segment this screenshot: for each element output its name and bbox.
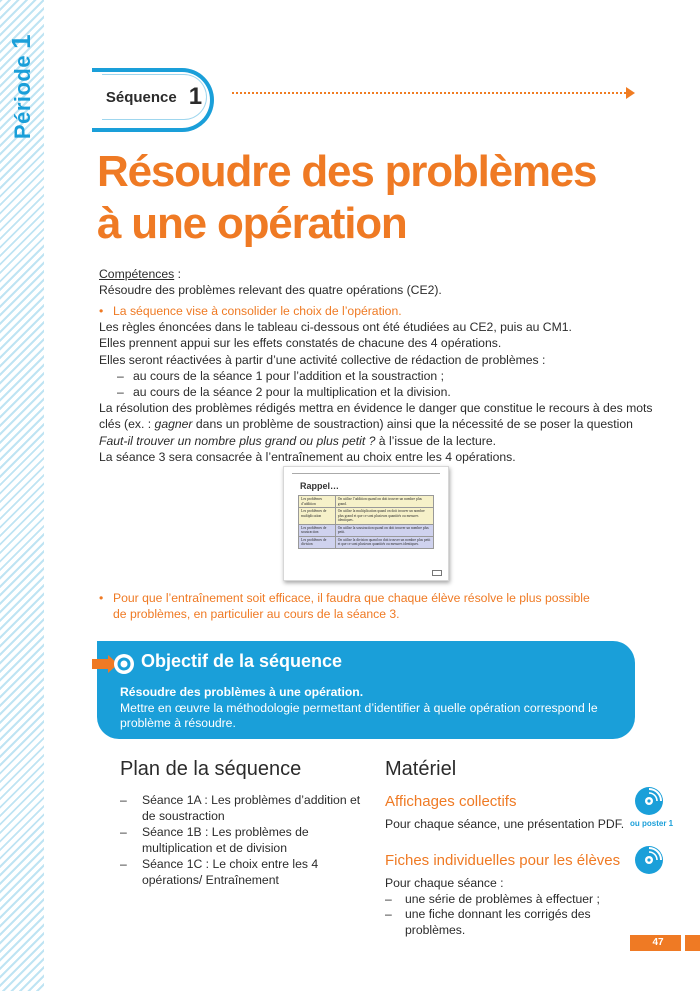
dotted-rule — [232, 92, 630, 94]
list-item: – Séance 1C : Le choix entre les 4 opérations/ Entraînement — [120, 857, 319, 887]
bullet-sequence-aim: • La séquence vise à consolider le choix de l’opération. — [99, 304, 402, 318]
competences-text: Résoudre des problèmes relevant des quatre opérations (CE2). — [99, 283, 442, 298]
poster-label: ou poster 1 — [630, 819, 674, 828]
rappel-title: Rappel… — [300, 481, 340, 491]
sequence-number: 1 — [188, 83, 203, 110]
page-title-line2: à une opération — [97, 199, 407, 248]
competences-block: Compétences : Résoudre des problèmes relevant des quatre opérations (CE2). — [99, 266, 659, 298]
periode-label — [4, 33, 40, 139]
materiel-heading: Matériel — [385, 758, 457, 780]
objective-text: Résoudre des problèmes à une opération. Mettre en œuvre la méthodologie permettant d’identifier à quelle opération correspond le problème à résoudre. — [120, 685, 598, 730]
table-row: Les problèmes de division On utilise la division quand on doit trouver un nombre plus petit et que ce sont plusieurs quantités ou mesures identiques. — [299, 536, 434, 548]
affichages-heading: Affichages collectifs — [385, 793, 517, 810]
arrow-right-icon — [626, 87, 635, 99]
intro-line: Les règles énoncées dans le tableau ci-dessous ont été étudiées au CE2, puis au CM1. — [99, 320, 572, 335]
list-item: – au cours de la séance 1 pour l’addition et la soustraction ; — [117, 368, 444, 383]
objective-title: Objectif de la séquence — [141, 651, 343, 671]
list-item: – une série de problèmes à effectuer ; — [385, 891, 600, 906]
intro-paragraph-3: La séance 3 sera consacrée à l’entraînement au choix entre les 4 opérations. — [99, 449, 516, 464]
list-item: – Séance 1A : Les problèmes d’addition et de soustraction — [120, 793, 361, 823]
intro-block — [99, 303, 659, 465]
table-row: Les problèmes d’addition On utilise l’addition quand on doit trouver un nombre plus grand. — [299, 496, 434, 508]
periode-number: 1 — [6, 33, 37, 49]
target-arrow-icon — [92, 652, 136, 676]
table-row: Les problèmes de multiplication On utilise la multiplication quand on doit trouver un nombre plus grand et que ce sont plusieurs quantités ou mesures identiques. — [299, 508, 434, 525]
competences-label: Compétences — [99, 267, 175, 281]
disc-icon — [634, 845, 664, 875]
list-item: – Séance 1B : Les problèmes de multiplication et de division — [120, 825, 309, 855]
page-title-line1: Résoudre des problèmes — [97, 147, 597, 196]
plan-heading: Plan de la séquence — [120, 758, 302, 780]
page-number: 47 — [652, 937, 664, 948]
bullet-training: • Pour que l’entraînement soit efficace, il faudra que chaque élève résolve le plus possible de problèmes, en particulier au cours de la séance 3. — [99, 591, 590, 622]
fiches-heading: Fiches individuelles pour les élèves — [385, 852, 621, 869]
sequence-label: Séquence — [105, 88, 177, 106]
list-item: – au cours de la séance 2 pour la multiplication et la division. — [117, 385, 451, 400]
page-title — [97, 146, 657, 250]
disc-icon — [634, 786, 664, 816]
sequence-tab — [102, 74, 207, 120]
table-row: Les problèmes de soustraction On utilise la soustraction quand on doit trouver un nombre plus petit. — [299, 524, 434, 536]
periode-text: Période — [10, 54, 36, 139]
affichages-text: Pour chaque séance, une présentation PDF. — [385, 817, 625, 831]
intro-line: Elles seront réactivées à partir d’une activité collective de rédaction de problèmes : — [99, 352, 546, 367]
plan-list — [120, 792, 370, 888]
side-hatched-strip — [0, 0, 44, 991]
fiches-list: Pour chaque séance : – une série de problèmes à effectuer ; – une fiche donnant les corrigés des problèmes. — [385, 876, 635, 938]
rappel-thumbnail — [283, 466, 449, 581]
rappel-table — [298, 495, 434, 549]
list-item: – une fiche donnant les corrigés des problèmes. — [385, 907, 591, 937]
thumbnail-corner-icon — [432, 570, 442, 576]
intro-paragraph-2: La résolution des problèmes rédigés mettra en évidence le danger que constitue le recours à des mots clés (ex. : gagner dans un problème de soustraction) ainsi que la nécessité de se poser la question Faut-il trouver un nombre plus grand ou plus petit ? à l’issue de la lecture. — [99, 401, 653, 448]
intro-line: Elles prennent appui sur les effets constatés de chacune des 4 opérations. — [99, 336, 502, 351]
